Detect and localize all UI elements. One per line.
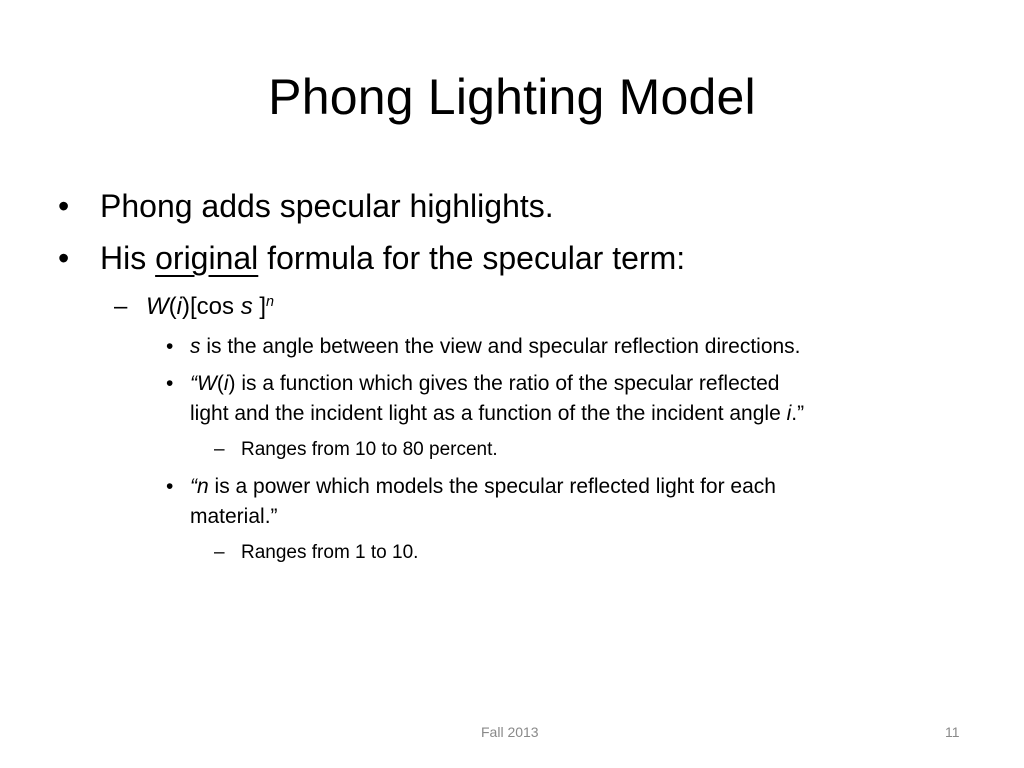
dash-icon: –	[214, 439, 225, 460]
slide-title: Phong Lighting Model	[268, 69, 756, 125]
bullet-icon: •	[166, 475, 174, 498]
bullet-text: Phong adds specular highlights.	[100, 188, 554, 224]
underlined-word: original	[155, 240, 259, 276]
bullet-text-continued: material.”	[190, 505, 278, 528]
bullet-text: “W(i) is a function which gives the ratio of the specular reflected	[190, 372, 780, 395]
bullet-text: His original formula for the specular term:	[100, 240, 686, 276]
formula: W(i)[cos s ]$^n$	[146, 293, 275, 320]
slide-number: 11	[945, 724, 960, 740]
sub-bullet-text: Ranges from 10 to 80 percent.	[241, 439, 498, 460]
bullet-icon: •	[58, 240, 70, 276]
sub-bullet-text: Ranges from 1 to 10.	[241, 542, 419, 563]
dash-icon: –	[114, 293, 128, 320]
bullet-text: “n is a power which models the specular reflected light for each	[190, 475, 776, 498]
bullet-icon: •	[58, 188, 70, 224]
footer-date: Fall 2013	[481, 724, 539, 740]
bullet-icon: •	[166, 335, 174, 358]
bullet-icon: •	[166, 372, 174, 395]
dash-icon: –	[214, 542, 225, 563]
bullet-text: s is the angle between the view and specular reflection directions.	[190, 335, 801, 358]
bullet-text-continued: light and the incident light as a function of the the incident angle i.”	[190, 402, 805, 425]
